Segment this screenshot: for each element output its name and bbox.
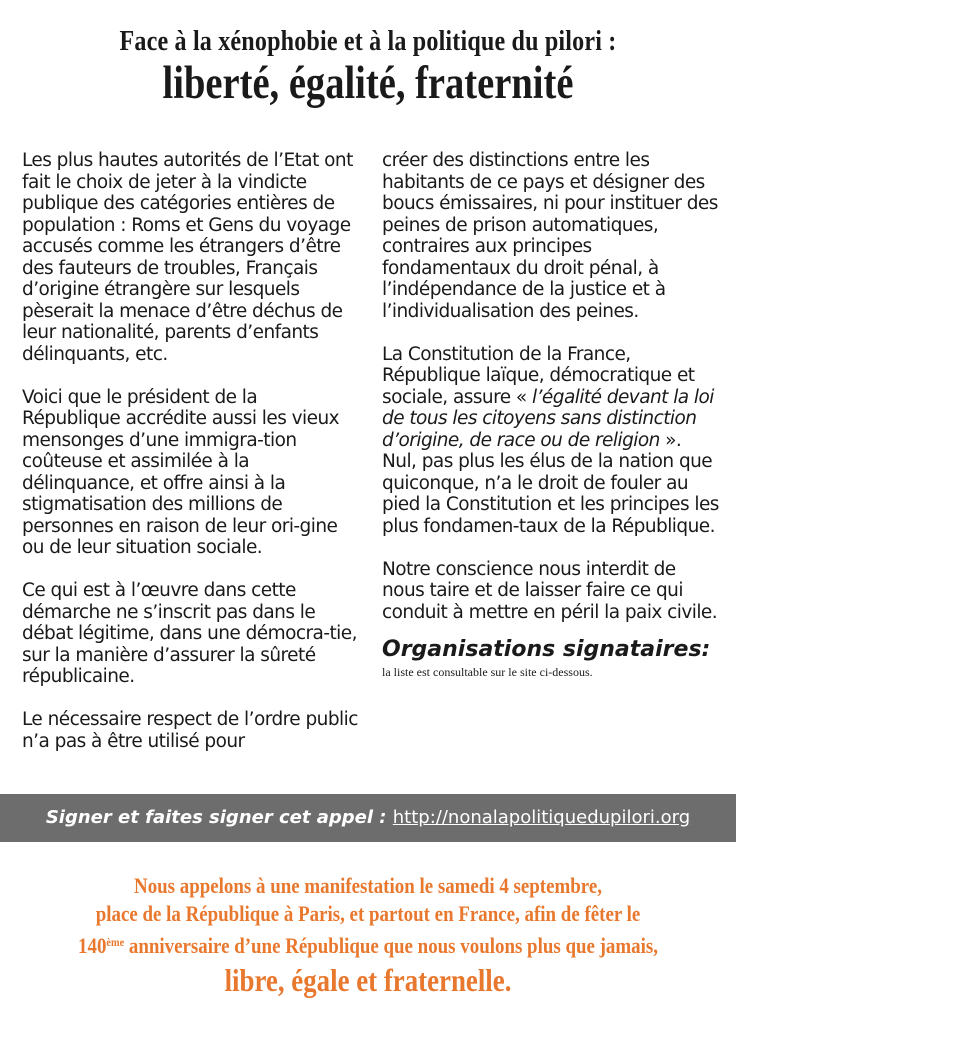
sign-banner [0, 794, 736, 842]
constitution-quote: l’égalité devant la loi de tous les citoyens sans distinction d’origine, de race ou de religion [382, 386, 714, 451]
petition-link[interactable]: http://nonalapolitiquedupilori.org [392, 807, 691, 828]
right-paragraph-3: Notre conscience nous interdit de nous taire et de laisser faire ce qui conduit à mettre en péril la paix civile. [382, 558, 718, 623]
left-paragraph-1: Les plus hautes autorités de l’Etat ont fait le choix de jeter à la vindicte publique des catégories entières de population : Roms et Gens du voyage accusés comme les étrangers d’être des fauteurs de troubles, Français d’origine étrangère sur lesquels pèserait la menace d’être déchus de leur nationalité, parents d’enfants délinquants, etc. [22, 150, 353, 365]
right-column [382, 150, 722, 681]
call-to-action [0, 872, 736, 1000]
signatories-note: la liste est consultable sur le site ci-dessous. [382, 665, 593, 679]
call-line-4: libre, égale et fraternelle. [224, 962, 512, 998]
title-line-1: Face à la xénophobie et à la politique du pilori : [119, 26, 617, 57]
right-paragraph-2b: Nul, pas plus les élus de la nation que quiconque, n’a le droit de fouler au pied la Constitution et les principes les plus fondamen-taux de la République. [382, 451, 719, 537]
anniversary-number: 140 [78, 933, 107, 958]
left-paragraph-2: Voici que le président de la République accrédite aussi les vieux mensonges d’une immigra-tion coûteuse et assimilée à la délinquance, et offre ainsi à la stigmatisation des millions de personnes en raison de leur ori-gine ou de leur situation sociale. [22, 386, 340, 558]
right-paragraph-1: créer des distinctions entre les habitants de ce pays et désigner des boucs émissaires, ni pour instituer des peines de prison automatiques, contraires aux principes fondamentaux du droit pénal, à l’indépendance de la justice et à l’individualisation des peines. [382, 150, 718, 322]
anniversary-suffix: ème [106, 935, 125, 949]
call-line-2: place de la République à Paris, et partout en France, afin de fêter le [95, 901, 641, 926]
constitution-quote-end: ». [659, 429, 682, 451]
constitution-intro: La Constitution de la France, République laïque, démocratique et sociale, assure « [382, 343, 695, 408]
title-line-2: liberté, égalité, fraternité [162, 57, 574, 109]
call-line-3-text: anniversaire d’une République que nous voulons plus que jamais, [124, 933, 658, 958]
call-line-3 [52, 928, 685, 960]
sign-banner-label: Signer et faites signer cet appel : [45, 807, 393, 828]
right-paragraph-2 [382, 344, 722, 452]
call-line-1: Nous appelons à une manifestation le samedi 4 septembre, [134, 873, 602, 898]
left-paragraph-4: Le nécessaire respect de l’ordre public n’a pas à être utilisé pour [22, 709, 358, 752]
signatories-title: Organisations signataires: [382, 637, 711, 662]
left-column [22, 150, 358, 774]
left-paragraph-3: Ce qui est à l’œuvre dans cette démarche ne s’inscrit pas dans le débat légitime, dans une démocra-tie, sur la manière d’assurer la sûreté républicaine. [22, 580, 357, 687]
